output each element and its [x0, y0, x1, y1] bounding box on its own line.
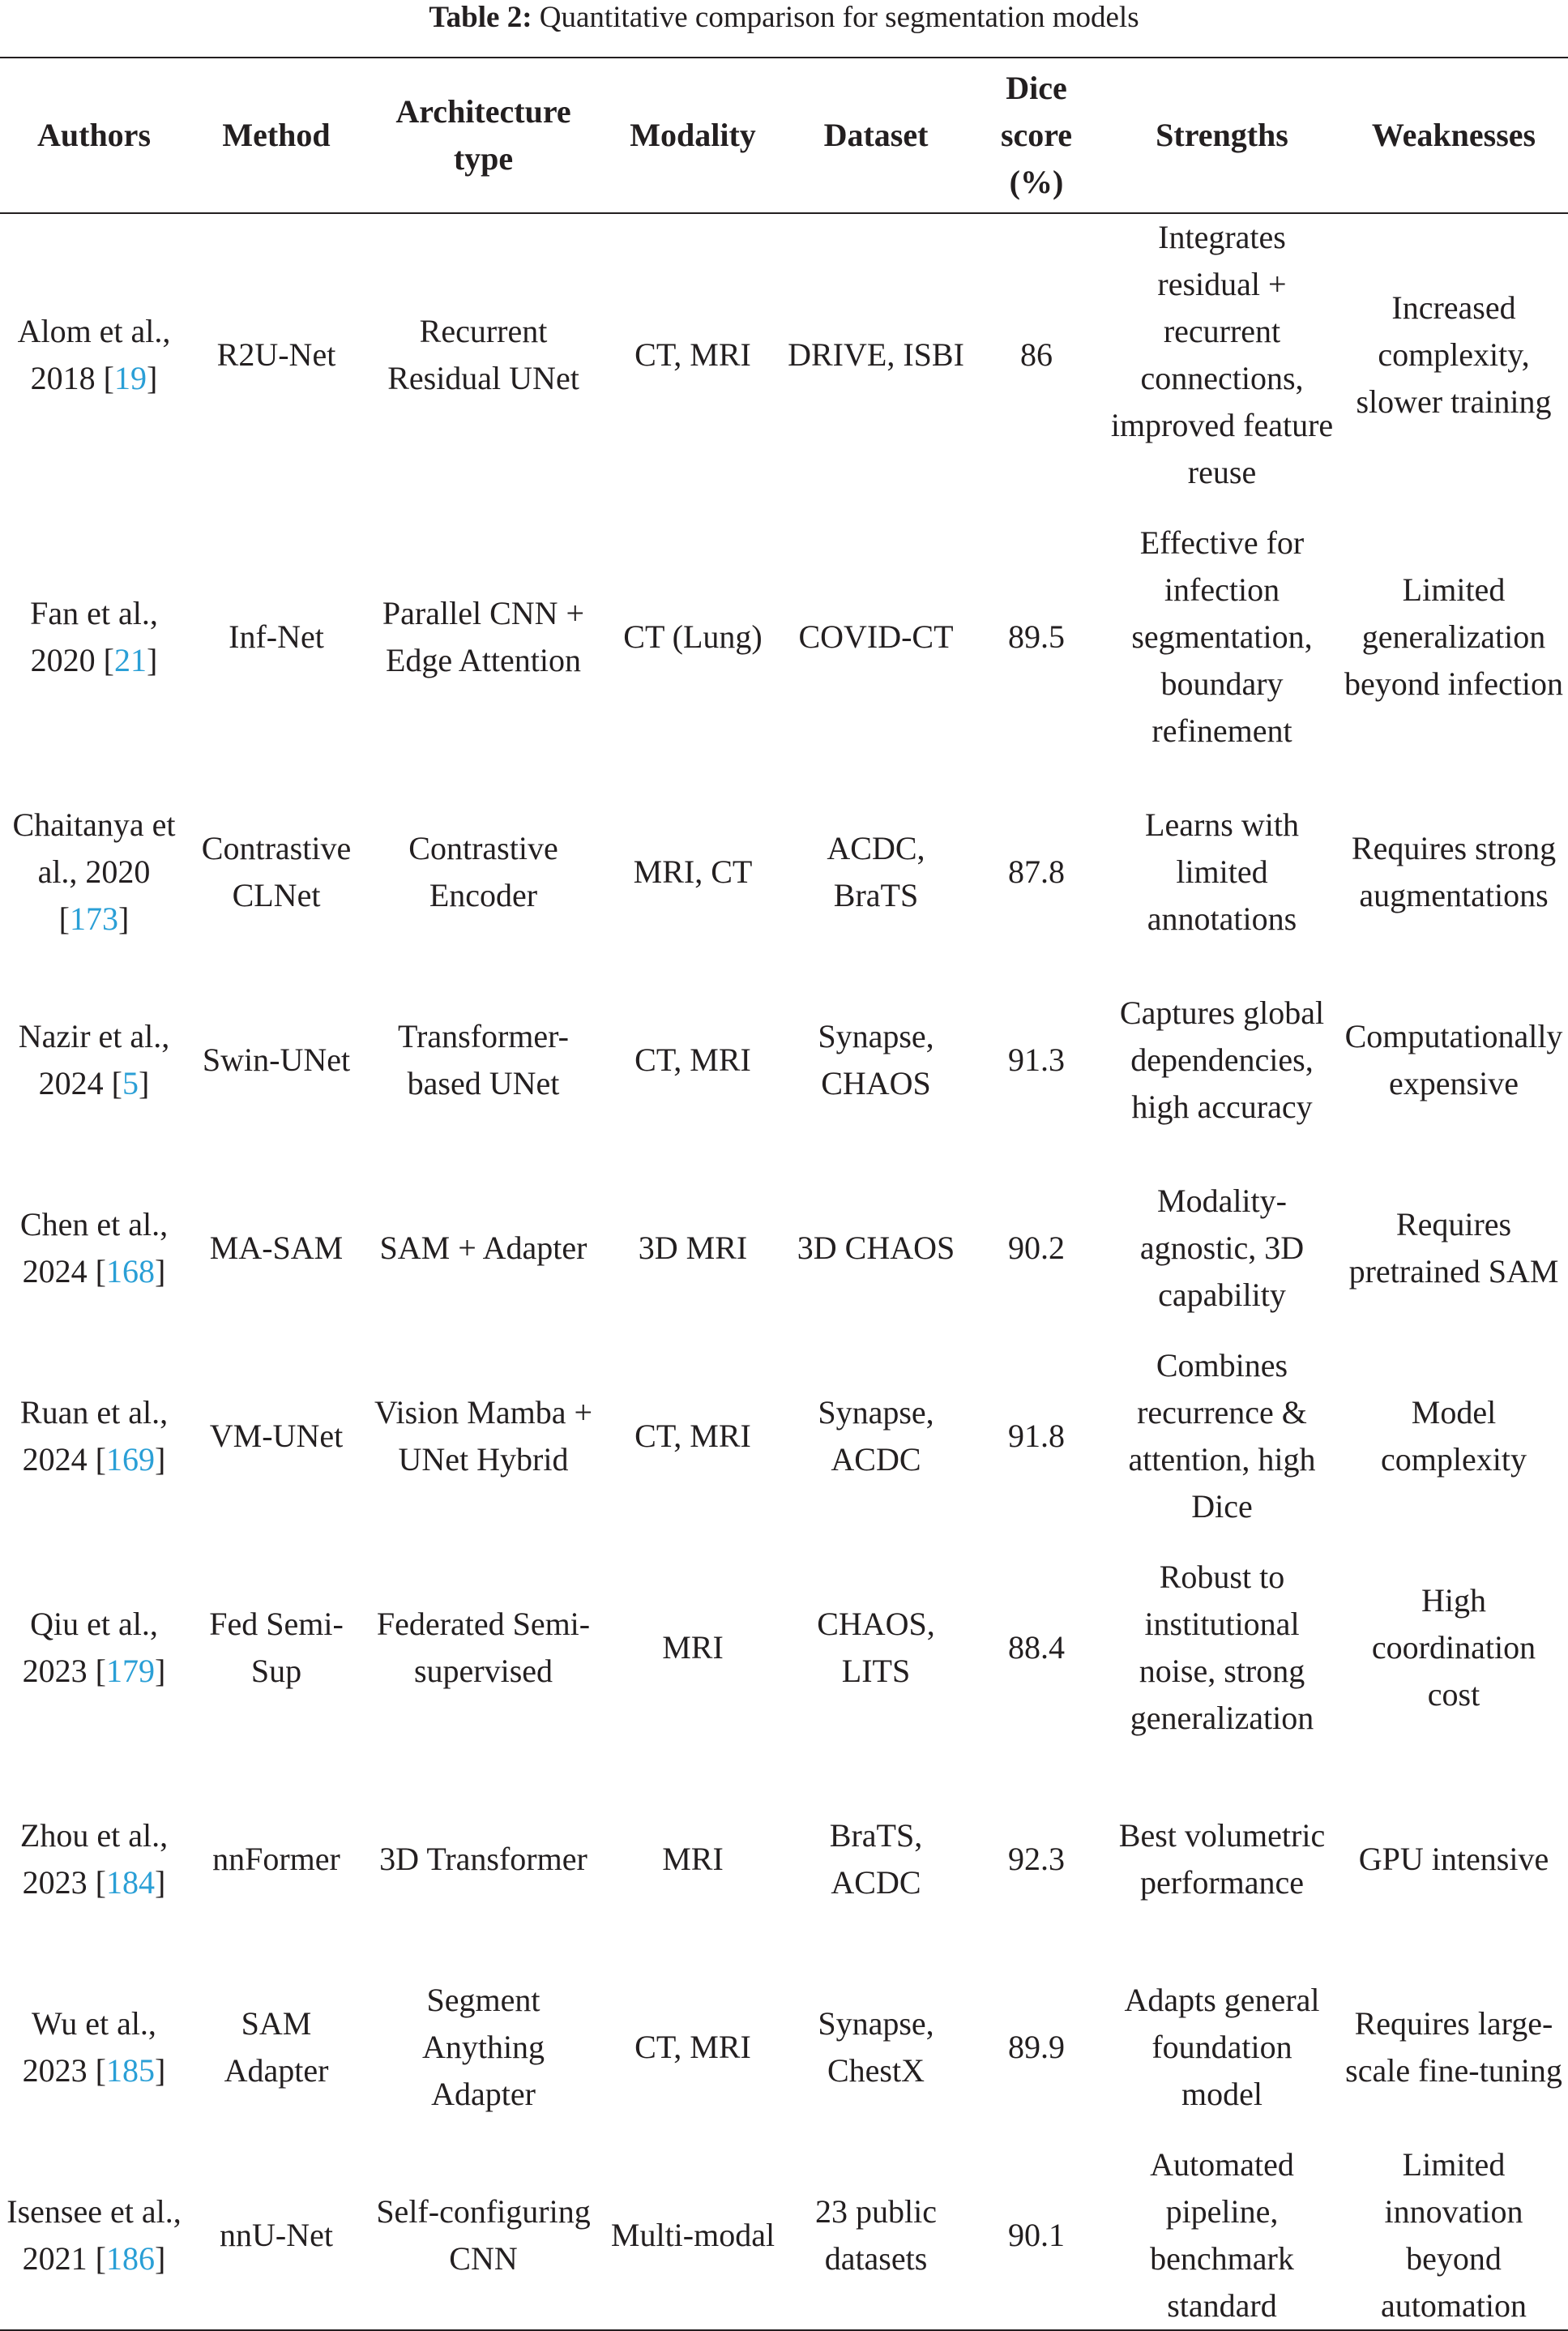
author-cell: Isensee et al., 2021 [186]: [6, 2193, 182, 2277]
header-strengths: Strengths: [1104, 58, 1339, 213]
modality-cell: 3D MRI: [638, 1230, 748, 1266]
dice-cell: 91.8: [1008, 1418, 1065, 1454]
architecture-cell: Vision Mamba + UNet Hybrid: [374, 1394, 593, 1478]
strengths-cell: Integrates residual + recurrent connections, improved feature reuse: [1110, 219, 1334, 490]
table-row: [0, 2141, 1568, 2330]
modality-cell: MRI, CT: [633, 853, 753, 890]
architecture-cell: Contrastive Encoder: [408, 830, 558, 913]
weaknesses-cell: Model complexity: [1381, 1394, 1527, 1478]
weaknesses-cell: GPU intensive: [1358, 1841, 1549, 1877]
modality-cell: CT, MRI: [634, 2029, 751, 2065]
header-dataset: Dataset: [784, 58, 968, 213]
dataset-cell: COVID-CT: [798, 618, 954, 655]
strengths-cell: Adapts general foundation model: [1124, 1982, 1320, 2112]
dice-cell: 87.8: [1008, 853, 1065, 890]
architecture-cell: Parallel CNN + Edge Attention: [382, 595, 585, 678]
weaknesses-cell: Requires strong augmentations: [1351, 830, 1557, 913]
header-dice: Dice score (%): [968, 58, 1104, 213]
reference-link[interactable]: 21: [114, 642, 147, 678]
strengths-cell: Combines recurrence & attention, high Dice: [1128, 1347, 1316, 1525]
dice-cell: 91.3: [1008, 1041, 1065, 1078]
caption-text: Quantitative comparison for segmentation models: [539, 1, 1139, 34]
dataset-cell: 23 public datasets: [815, 2193, 937, 2277]
strengths-cell: Automated pipeline, benchmark standard: [1150, 2146, 1294, 2324]
table-row: [0, 1154, 1568, 1342]
modality-cell: CT, MRI: [634, 336, 751, 373]
author-cell: Ruan et al., 2024 [169]: [19, 1394, 169, 1478]
method-cell: SAM Adapter: [224, 2005, 329, 2089]
dice-cell: 92.3: [1008, 1841, 1065, 1877]
reference-link[interactable]: 169: [106, 1441, 155, 1478]
strengths-cell: Effective for infection segmentation, boundary refinement: [1131, 524, 1313, 749]
weaknesses-cell: Computationally expensive: [1344, 1018, 1563, 1101]
modality-cell: CT, MRI: [634, 1418, 751, 1454]
method-cell: nnFormer: [212, 1841, 340, 1877]
dataset-cell: CHAOS, LITS: [817, 1606, 935, 1689]
caption-label: Table 2:: [429, 1, 532, 34]
table-row: [0, 496, 1568, 778]
author-cell: Chen et al., 2024 [168]: [19, 1206, 169, 1290]
weaknesses-cell: Increased complexity, slower training: [1356, 289, 1552, 420]
dataset-cell: 3D CHAOS: [797, 1230, 955, 1266]
dataset-cell: BraTS, ACDC: [829, 1817, 923, 1901]
author-cell: Zhou et al., 2023 [184]: [19, 1817, 169, 1901]
table-row: [0, 213, 1568, 496]
author-cell: Qiu et al., 2023 [179]: [22, 1606, 166, 1689]
reference-link[interactable]: 168: [106, 1253, 155, 1290]
comparison-table: [0, 57, 1568, 2331]
header-row: [0, 58, 1568, 213]
method-cell: R2U-Net: [216, 336, 336, 373]
reference-link[interactable]: 184: [106, 1864, 155, 1901]
header-modality: Modality: [602, 58, 784, 213]
modality-cell: MRI: [662, 1629, 724, 1666]
reference-link[interactable]: 179: [106, 1653, 155, 1689]
reference-link[interactable]: 19: [114, 360, 147, 396]
strengths-cell: Robust to institutional noise, strong generalization: [1130, 1559, 1314, 1736]
table-row: [0, 1342, 1568, 1530]
method-cell: Contrastive CLNet: [201, 830, 352, 913]
architecture-cell: SAM + Adapter: [379, 1230, 587, 1266]
architecture-cell: Transformer-based UNet: [397, 1018, 569, 1101]
table-row: [0, 966, 1568, 1154]
reference-link[interactable]: 185: [106, 2052, 155, 2089]
modality-cell: CT, MRI: [634, 1041, 751, 1078]
architecture-cell: Self-configuring CNN: [376, 2193, 591, 2277]
weaknesses-cell: Requires pretrained SAM: [1348, 1206, 1559, 1290]
strengths-cell: Modality-agnostic, 3D capability: [1139, 1183, 1305, 1313]
table-row: [0, 1530, 1568, 1765]
dice-cell: 90.1: [1008, 2217, 1065, 2253]
dice-cell: 90.2: [1008, 1230, 1065, 1266]
weaknesses-cell: Requires large-scale fine-tuning: [1345, 2005, 1562, 2089]
dataset-cell: ACDC, BraTS: [827, 830, 925, 913]
method-cell: Inf-Net: [229, 618, 324, 655]
author-cell: Wu et al., 2023 [185]: [22, 2005, 166, 2089]
modality-cell: Multi-modal: [610, 2217, 775, 2253]
method-cell: Swin-UNet: [202, 1041, 351, 1078]
header-architecture: Architecture type: [365, 58, 602, 213]
author-cell: Chaitanya et al., 2020 [173]: [12, 806, 176, 937]
header-weaknesses: Weaknesses: [1339, 58, 1568, 213]
strengths-cell: Best volumetric performance: [1118, 1817, 1326, 1901]
table-caption: [0, 0, 1568, 36]
table-row: [0, 1953, 1568, 2141]
reference-link[interactable]: 173: [70, 900, 118, 937]
reference-link[interactable]: 5: [122, 1065, 139, 1101]
dataset-cell: Synapse, ACDC: [818, 1394, 934, 1478]
table-row: [0, 778, 1568, 966]
method-cell: VM-UNet: [209, 1418, 344, 1454]
weaknesses-cell: Limited generalization beyond infection: [1344, 571, 1563, 702]
architecture-cell: Recurrent Residual UNet: [387, 313, 579, 396]
architecture-cell: 3D Transformer: [379, 1841, 587, 1877]
author-cell: Fan et al., 2020 [21]: [30, 595, 158, 678]
weaknesses-cell: High coordination cost: [1371, 1582, 1536, 1713]
method-cell: MA-SAM: [209, 1230, 344, 1266]
architecture-cell: Segment Anything Adapter: [421, 1982, 545, 2112]
modality-cell: CT (Lung): [623, 618, 763, 655]
reference-link[interactable]: 186: [106, 2240, 155, 2277]
dataset-cell: DRIVE, ISBI: [788, 336, 964, 373]
author-cell: Nazir et al., 2024 [5]: [18, 1018, 170, 1101]
method-cell: nnU-Net: [220, 2217, 333, 2253]
dice-cell: 89.5: [1008, 618, 1065, 655]
architecture-cell: Federated Semi-supervised: [376, 1606, 591, 1689]
strengths-cell: Learns with limited annotations: [1145, 806, 1299, 937]
dice-cell: 88.4: [1008, 1629, 1065, 1666]
table-row: [0, 1765, 1568, 1953]
author-cell: Alom et al., 2018 [19]: [17, 313, 171, 396]
weaknesses-cell: Limited innovation beyond automation: [1381, 2146, 1527, 2324]
modality-cell: MRI: [662, 1841, 724, 1877]
strengths-cell: Captures global dependencies, high accuracy: [1119, 994, 1325, 1125]
dataset-cell: Synapse, ChestX: [818, 2005, 934, 2089]
dice-cell: 86: [1020, 336, 1053, 373]
header-authors: Authors: [0, 58, 188, 213]
dataset-cell: Synapse, CHAOS: [818, 1018, 934, 1101]
dice-cell: 89.9: [1008, 2029, 1065, 2065]
method-cell: Fed Semi-Sup: [209, 1606, 344, 1689]
header-method: Method: [188, 58, 365, 213]
